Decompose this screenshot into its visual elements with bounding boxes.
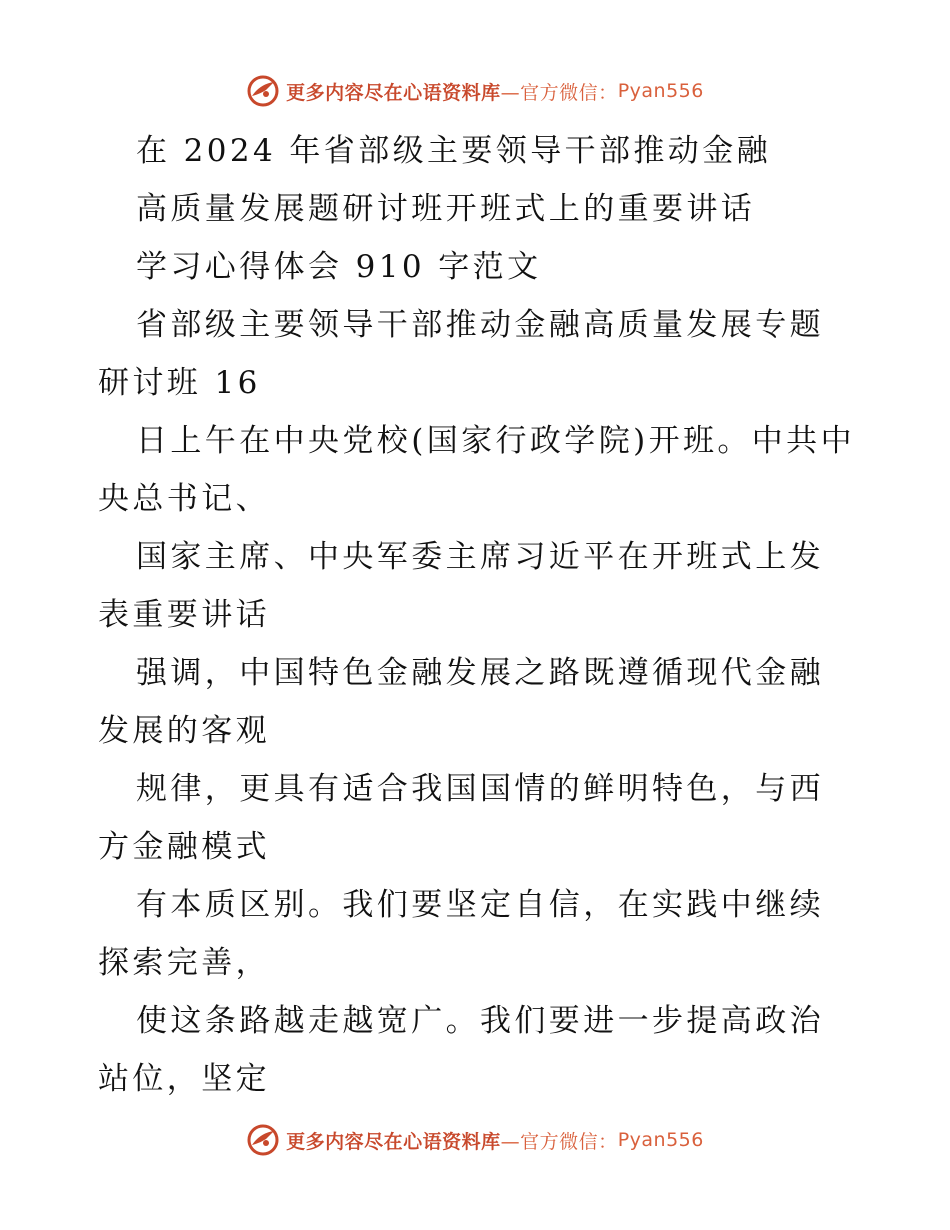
document-paragraph: 在 2024 年省部级主要领导干部推动金融: [136, 133, 771, 169]
document-paragraph: 高质量发展题研讨班开班式上的重要讲话: [136, 191, 756, 227]
banner-wechat-id: Pyan556: [617, 80, 704, 102]
banner-rest-text: —官方微信：: [500, 81, 618, 104]
banner-wechat-id: Pyan556: [617, 1129, 704, 1151]
document-paragraph: 国家主席、中央军委主席习近平在开班式上发表重要讲话: [98, 539, 824, 633]
pen-logo-icon: [246, 1123, 280, 1157]
footer-banner: [0, 1120, 950, 1160]
document-paragraph: 学习心得体会 910 字范文: [136, 249, 542, 285]
banner-rest-text: —官方微信：: [500, 1130, 618, 1153]
document-paragraph: 规律，更具有适合我国国情的鲜明特色，与西方金融模式: [98, 771, 824, 865]
document-paragraph: 强调，中国特色金融发展之路既遵循现代金融发展的客观: [98, 655, 824, 749]
document-body: [98, 122, 858, 1108]
document-paragraph: 省部级主要领导干部推动金融高质量发展专题研讨班 16: [98, 307, 824, 401]
document-paragraph: 日上午在中央党校(国家行政学院)开班。中共中央总书记、: [98, 423, 855, 517]
document-paragraph: 使这条路越走越宽广。我们要进一步提高政治站位，坚定: [98, 1003, 824, 1097]
document-paragraph: 有本质区别。我们要坚定自信，在实践中继续探索完善，: [98, 887, 824, 981]
pen-logo-icon: [246, 74, 280, 108]
header-banner: [0, 71, 950, 111]
banner-main-text: 更多内容尽在心语资料库: [286, 1130, 501, 1153]
banner-main-text: 更多内容尽在心语资料库: [286, 81, 501, 104]
